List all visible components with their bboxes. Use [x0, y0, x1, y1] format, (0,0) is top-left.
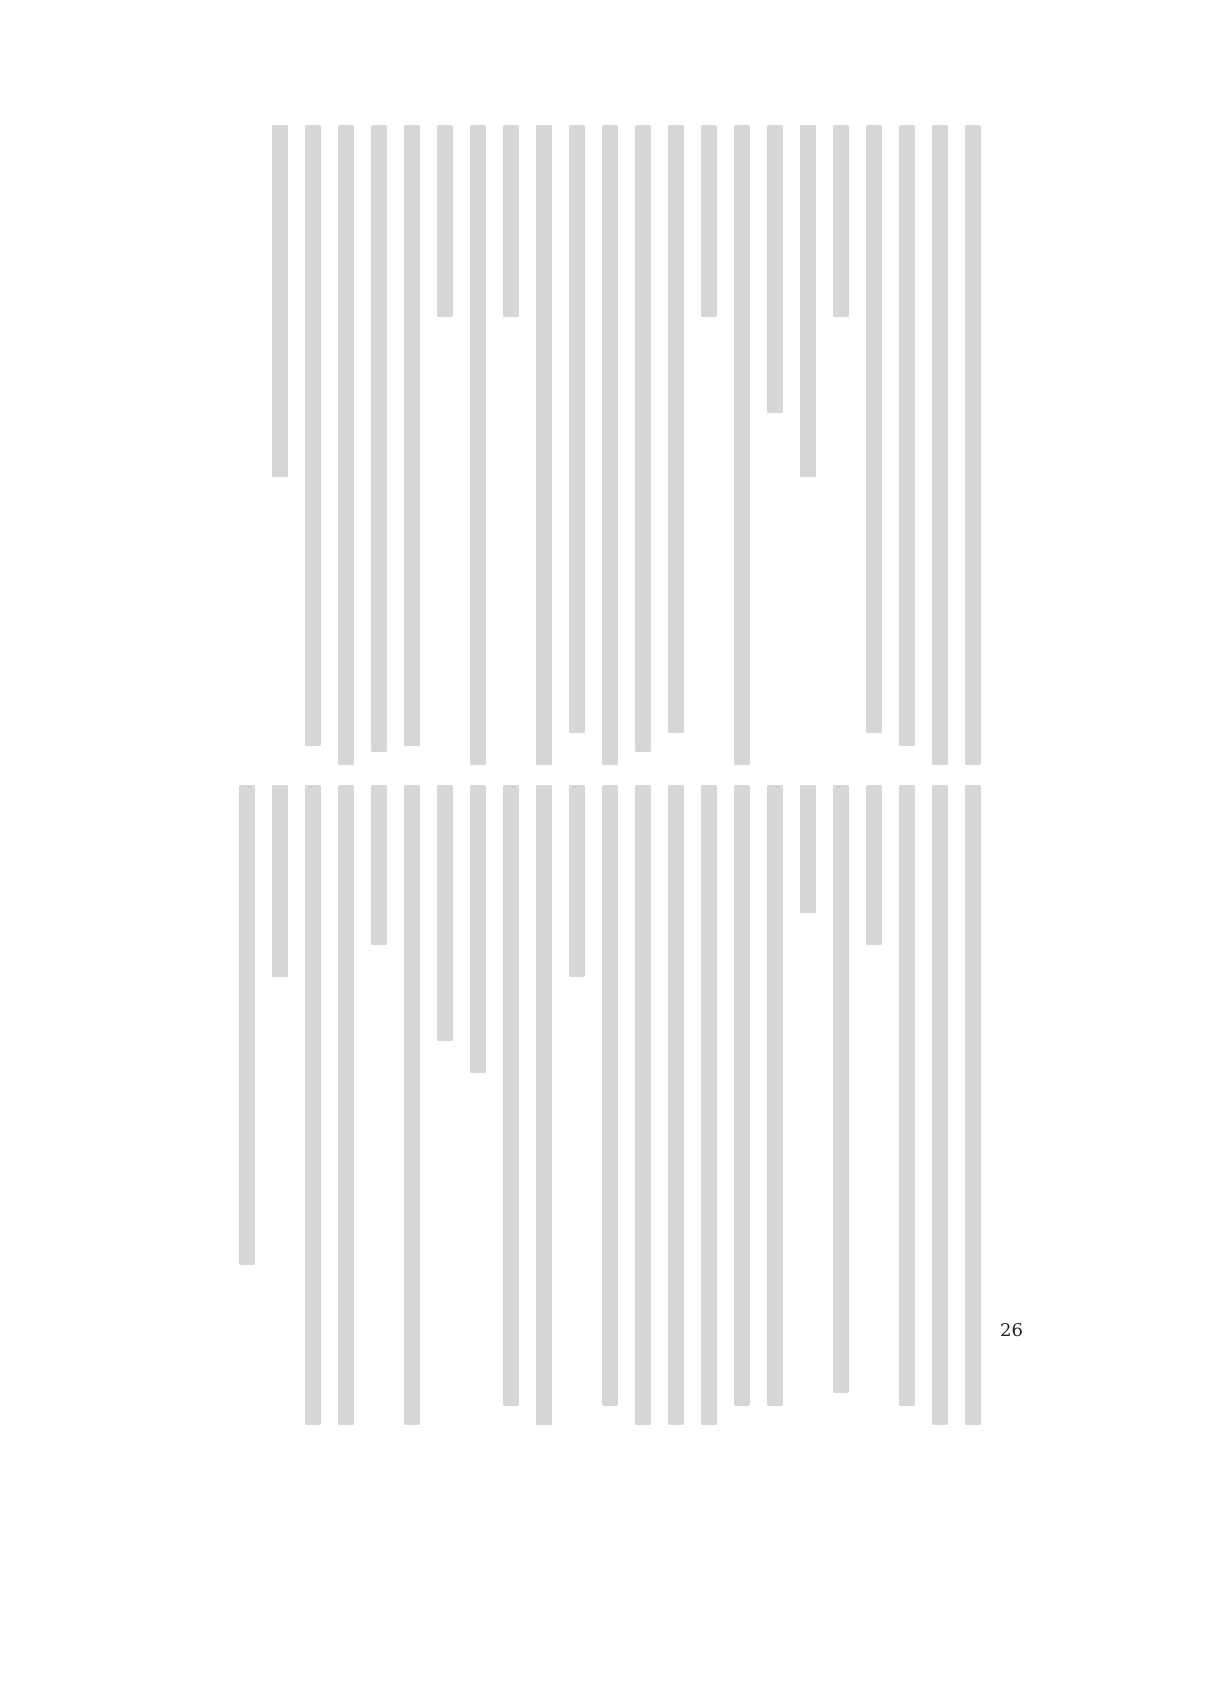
text-column [731, 785, 753, 1425]
text-column [599, 785, 621, 1425]
text-column [533, 785, 555, 1425]
redacted-line [800, 125, 816, 477]
text-column [566, 785, 588, 1425]
redacted-line [536, 785, 552, 1425]
redacted-line [305, 125, 321, 746]
redacted-line [404, 785, 420, 1425]
redacted-line [404, 125, 420, 746]
text-column [434, 785, 456, 1425]
text-column [698, 785, 720, 1425]
redacted-line [437, 785, 453, 1041]
redacted-line [932, 125, 948, 765]
text-column [632, 125, 654, 765]
text-column [896, 785, 918, 1425]
redacted-line [767, 785, 783, 1406]
text-column [731, 125, 753, 765]
redacted-line [899, 125, 915, 746]
redacted-line [470, 125, 486, 765]
text-column [401, 785, 423, 1425]
text-column [500, 125, 522, 765]
text-column [665, 125, 687, 765]
redacted-line [569, 125, 585, 733]
redacted-line [701, 785, 717, 1425]
text-column [830, 125, 852, 765]
page-number: 26 [1000, 1320, 1023, 1341]
redacted-line [668, 125, 684, 733]
redacted-line [239, 785, 255, 1265]
text-column [632, 785, 654, 1425]
redacted-line [899, 785, 915, 1406]
redacted-line [305, 785, 321, 1425]
redacted-line [602, 785, 618, 1406]
text-column [665, 785, 687, 1425]
text-column [401, 125, 423, 765]
redacted-line [536, 125, 552, 765]
redacted-line [965, 125, 981, 765]
redacted-line [602, 125, 618, 765]
text-column [467, 125, 489, 765]
redacted-line [371, 785, 387, 945]
text-column [797, 125, 819, 765]
text-column [434, 125, 456, 765]
text-column [368, 785, 390, 1425]
redacted-line [866, 125, 882, 733]
text-column [566, 125, 588, 765]
bottom-text-tier [134, 785, 984, 1425]
redacted-line [701, 125, 717, 317]
redacted-line [470, 785, 486, 1073]
redacted-line [800, 785, 816, 913]
text-column [764, 785, 786, 1425]
text-column [533, 125, 555, 765]
text-column [335, 125, 357, 765]
redacted-line [932, 785, 948, 1425]
text-column [962, 125, 984, 765]
text-column [698, 125, 720, 765]
redacted-line [866, 785, 882, 945]
text-column [962, 785, 984, 1425]
redacted-line [833, 785, 849, 1393]
redacted-line [503, 125, 519, 317]
text-column [896, 125, 918, 765]
text-column [500, 785, 522, 1425]
text-column [269, 125, 291, 765]
text-column [302, 785, 324, 1425]
redacted-line [668, 785, 684, 1425]
redacted-line [371, 125, 387, 752]
text-column [863, 785, 885, 1425]
text-column [863, 125, 885, 765]
redacted-line [833, 125, 849, 317]
redacted-line [767, 125, 783, 413]
redacted-line [272, 125, 288, 477]
redacted-line [338, 125, 354, 765]
redacted-line [272, 785, 288, 977]
text-column [764, 125, 786, 765]
redacted-line [503, 785, 519, 1406]
redacted-line [965, 785, 981, 1425]
text-column [302, 125, 324, 765]
text-column [830, 785, 852, 1425]
text-column [929, 785, 951, 1425]
text-column [368, 125, 390, 765]
text-column [335, 785, 357, 1425]
redacted-line [569, 785, 585, 977]
redacted-line [437, 125, 453, 317]
text-column [797, 785, 819, 1425]
redacted-line [734, 125, 750, 765]
text-column [929, 125, 951, 765]
text-column [236, 785, 258, 1425]
top-text-tier [134, 125, 984, 765]
redacted-line [734, 785, 750, 1406]
redacted-line [338, 785, 354, 1425]
redacted-line [635, 785, 651, 1425]
redacted-line [635, 125, 651, 752]
text-column [467, 785, 489, 1425]
text-column [599, 125, 621, 765]
text-column [269, 785, 291, 1425]
